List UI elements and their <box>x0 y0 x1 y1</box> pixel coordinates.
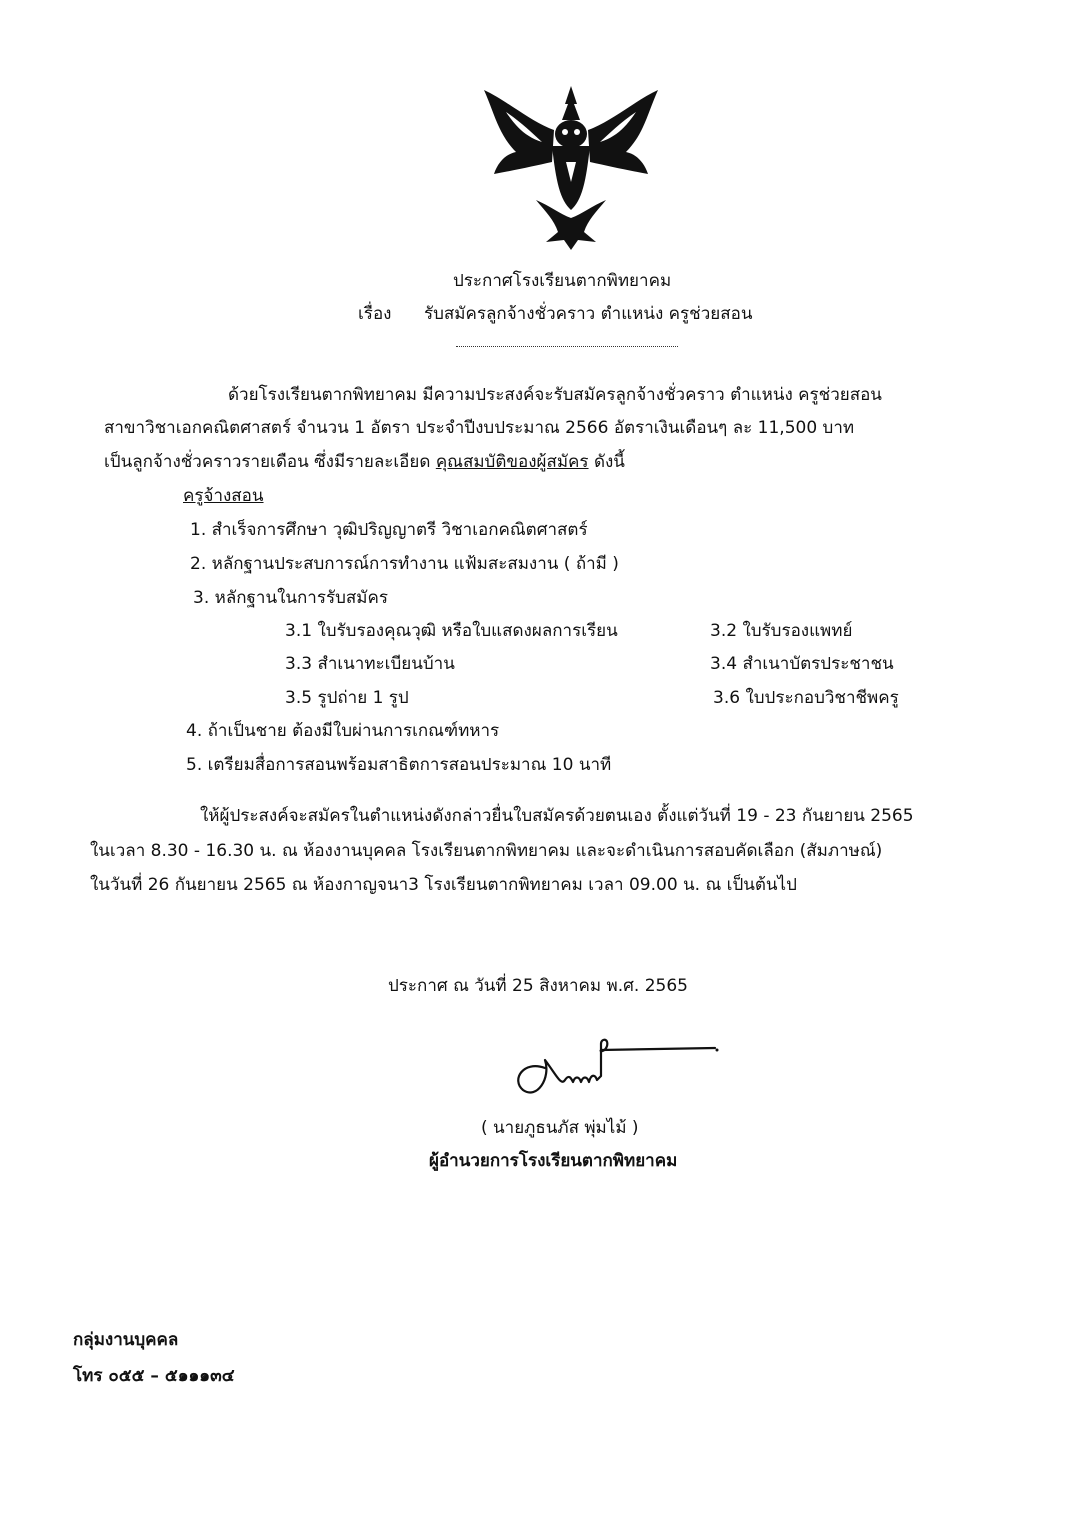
sub-item-3-3: 3.3 สำเนาทะเบียนบ้าน <box>285 654 455 674</box>
application-line-1: ให้ผู้ประสงค์จะสมัครในตำแหน่งดังกล่าวยื่นใบสมัครด้วยตนเอง ตั้งแต่วันที่ 19 - 23 กันยายน 2565 <box>200 806 914 826</box>
subject-text: รับสมัครลูกจ้างชั่วคราว ตำแหน่ง ครูช่วยสอน <box>424 304 753 324</box>
sub-item-3-1: 3.1 ใบรับรองคุณวุฒิ หรือใบแสดงผลการเรียน <box>285 621 618 641</box>
subject-label: เรื่อง <box>358 304 392 324</box>
list-item-1: 1. สำเร็จการศึกษา วุฒิปริญญาตรี วิชาเอกคณิตศาสตร์ <box>190 520 588 540</box>
signatory-position: ผู้อำนวยการโรงเรียนตากพิทยาคม <box>429 1151 678 1171</box>
sub-item-3-4: 3.4 สำเนาบัตรประชาชน <box>710 654 894 674</box>
garuda-emblem-icon <box>476 82 666 252</box>
list-item-3: 3. หลักฐานในการรับสมัคร <box>193 588 388 608</box>
sub-item-3-2: 3.2 ใบรับรองแพทย์ <box>710 621 853 641</box>
sub-item-3-6: 3.6 ใบประกอบวิชาชีพครู <box>713 688 899 708</box>
list-item-4: 4. ถ้าเป็นชาย ต้องมีใบผ่านการเกณฑ์ทหาร <box>186 721 500 741</box>
header-divider <box>456 346 678 347</box>
section-heading: ครูจ้างสอน <box>183 486 264 506</box>
list-item-2: 2. หลักฐานประสบการณ์การทำงาน แฟ้มสะสมงาน ( ถ้ามี ) <box>190 554 619 574</box>
list-item-5: 5. เตรียมสื่อการสอนพร้อมสาธิตการสอนประมาณ 10 นาที <box>186 755 612 775</box>
signature <box>505 1030 735 1100</box>
footer-phone: โทร ๐๕๕ – ๕๑๑๑๓๔ <box>73 1366 235 1386</box>
announcement-date: ประกาศ ณ วันที่ 25 สิงหาคม พ.ศ. 2565 <box>388 976 688 996</box>
page-title: ประกาศโรงเรียนตากพิทยาคม <box>453 271 672 291</box>
intro-line-3-pre: เป็นลูกจ้างชั่วคราวรายเดือน ซึ่งมีรายละเอียด <box>104 452 436 472</box>
intro-line-3 <box>104 454 625 471</box>
sub-item-3-5: 3.5 รูปถ่าย 1 รูป <box>285 688 409 708</box>
intro-line-3-post: ดังนี้ <box>588 452 625 472</box>
signatory-name: ( นายภูธนภัส พุ่มไม้ ) <box>481 1118 639 1138</box>
qualifications-heading: คุณสมบัติของผู้สมัคร <box>435 452 589 472</box>
application-line-3: ในวันที่ 26 กันยายน 2565 ณ ห้องกาญจนา3 โรงเรียนตากพิทยาคม เวลา 09.00 น. ณ เป็นต้นไป <box>90 875 797 895</box>
footer-department: กลุ่มงานบุคคล <box>73 1330 179 1350</box>
intro-line-2: สาขาวิชาเอกคณิตศาสตร์ จำนวน 1 อัตรา ประจำปีงบประมาณ 2566 อัตราเงินเดือนๆ ละ 11,500 บาท <box>104 418 855 438</box>
intro-line-1: ด้วยโรงเรียนตากพิทยาคม มีความประสงค์จะรับสมัครลูกจ้างชั่วคราว ตำแหน่ง ครูช่วยสอน <box>228 385 882 405</box>
application-line-2: ในเวลา 8.30 - 16.30 น. ณ ห้องงานบุคคล โรงเรียนตากพิทยาคม และจะดำเนินการสอบคัดเลือก (สัมภาษณ์) <box>90 841 883 861</box>
